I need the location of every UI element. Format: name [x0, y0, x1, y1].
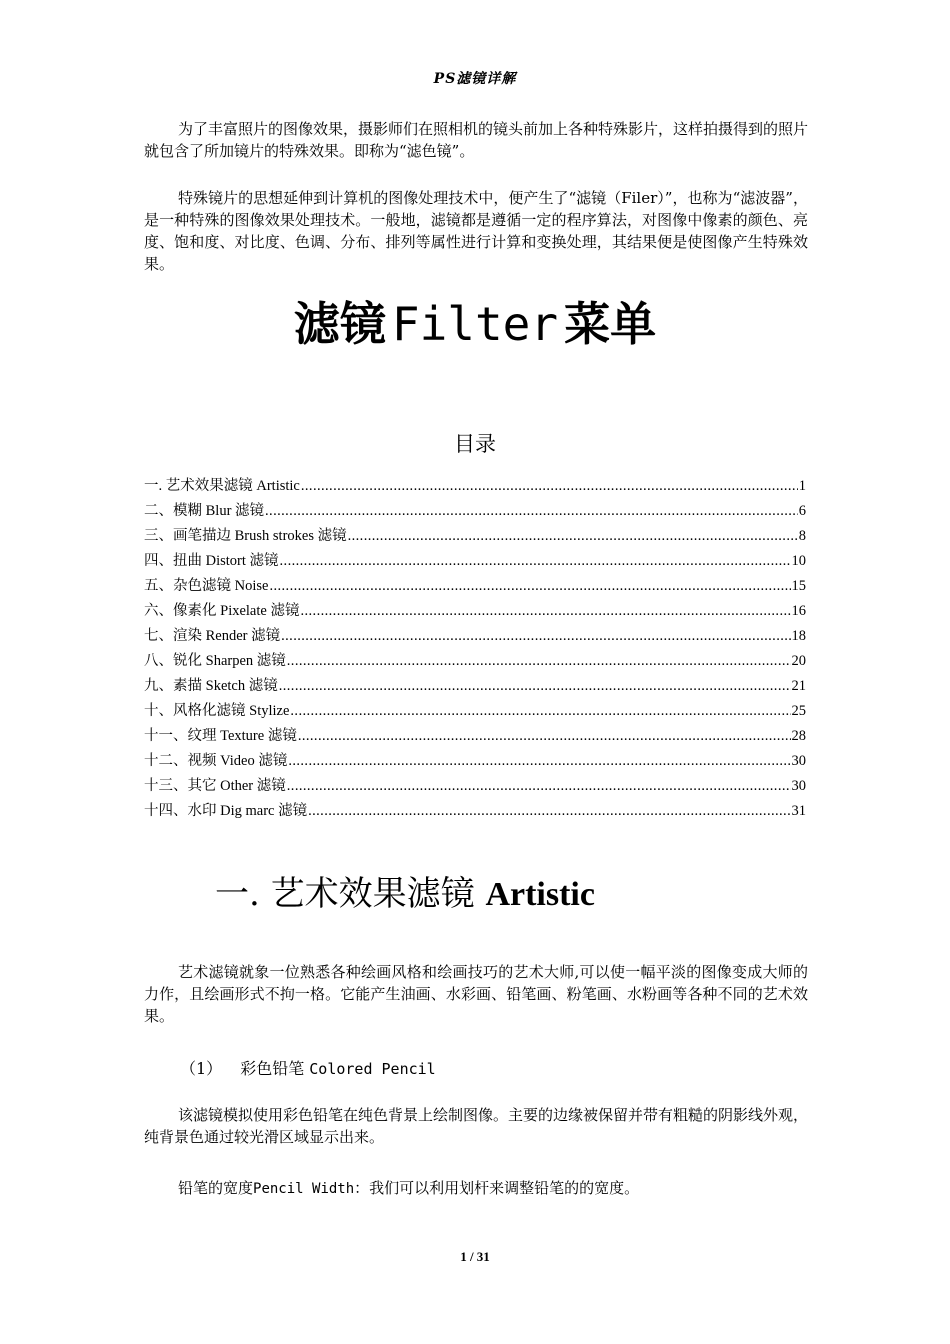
toc-entry[interactable] [144, 774, 806, 799]
toc-entry-page: 8 [798, 528, 806, 544]
toc-entry-title: 一. 艺术效果滤镜 Artistic [144, 478, 300, 494]
toc-leader [287, 653, 791, 670]
toc-entry[interactable] [144, 499, 806, 524]
toc-entry-title: 三、画笔描边 Brush strokes 滤镜 [144, 528, 347, 544]
toc-entry[interactable] [144, 699, 806, 724]
toc-entry-page: 18 [791, 628, 806, 644]
toc-entry-page: 30 [791, 778, 806, 794]
toc-entry[interactable] [144, 674, 806, 699]
toc-entry-page: 16 [791, 603, 806, 619]
toc-entry[interactable] [144, 599, 806, 624]
section-title-cn: 一. 艺术效果滤镜 [215, 874, 486, 914]
toc-entry-title: 七、渲染 Render 滤镜 [144, 628, 281, 644]
intro-paragraph-2: 特殊镜片的思想延伸到计算机的图像处理技术中，便产生了“滤镜（Filer）”，也称为“滤波器”，是一种特殊的图像效果处理技术。一般地，滤镜都是遵循一定的程序算法，对图像中像素的颜色、亮度、饱和度、对比度、色调、分布、排列等属性进行计算和变换处理，其结果便是使图像产生特殊效果。 [144, 189, 808, 273]
toc-entry-page: 6 [798, 503, 806, 519]
toc-leader [281, 628, 790, 645]
toc-leader [288, 753, 790, 770]
toc-leader [269, 578, 790, 595]
section-paragraph-2: 该滤镜模拟使用彩色铅笔在纯色背景上绘制图像。主要的边缘被保留并带有粗糙的阴影线外观，纯背景色通过较光滑区域显示出来。 [144, 1106, 809, 1146]
toc-entry[interactable] [144, 524, 806, 549]
toc-entry[interactable] [144, 724, 806, 749]
toc-entry-page: 20 [791, 653, 806, 669]
toc-entry-title: 十、风格化滤镜 Stylize [144, 703, 290, 719]
section-title [215, 866, 595, 915]
main-title [0, 288, 950, 354]
page-header: PS滤镜详解 [433, 71, 517, 87]
toc-entry-title: 四、扭曲 Distort 滤镜 [144, 553, 279, 569]
toc-entry-page: 1 [798, 478, 806, 494]
toc-entry[interactable] [144, 799, 806, 824]
toc-entry-title: 十三、其它 Other 滤镜 [144, 778, 286, 794]
toc-leader [301, 478, 798, 495]
toc-entry[interactable] [144, 649, 806, 674]
toc-entry-page: 25 [791, 703, 806, 719]
toc-entry-page: 21 [791, 678, 806, 694]
subsection-title-en: Colored Pencil [309, 1060, 436, 1078]
toc-entry-title: 六、像素化 Pixelate 滤镜 [144, 603, 300, 619]
section-paragraph-1: 艺术滤镜就象一位熟悉各种绘画风格和绘画技巧的艺术大师,可以使一幅平淡的图像变成大师的力作，且绘画形式不拘一格。它能产生油画、水彩画、铅笔画、粉笔画、水粉画等各种不同的艺术效果。 [144, 963, 808, 1025]
toc-entry-title: 十二、视频 Video 滤镜 [144, 753, 288, 769]
param-name-cn: 铅笔的宽度 [178, 1179, 254, 1197]
param-name-en: Pencil Width [253, 1181, 355, 1197]
toc-entry-page: 30 [791, 753, 806, 769]
page-number: 1 / 31 [460, 1249, 490, 1264]
subsection-number: （1） [180, 1059, 223, 1078]
toc-leader [279, 678, 791, 695]
toc-entry[interactable] [144, 574, 806, 599]
toc-leader [280, 553, 791, 570]
toc-entry[interactable] [144, 549, 806, 574]
toc-leader [308, 803, 790, 820]
table-of-contents [144, 474, 806, 824]
toc-heading: 目录 [454, 432, 496, 456]
toc-entry-title: 八、锐化 Sharpen 滤镜 [144, 653, 286, 669]
toc-entry-title: 二、模糊 Blur 滤镜 [144, 503, 265, 519]
toc-entry-title: 九、素描 Sketch 滤镜 [144, 678, 278, 694]
toc-entry-page: 10 [791, 553, 806, 569]
intro-paragraph-1: 为了丰富照片的图像效果，摄影师们在照相机的镜头前加上各种特殊影片，这样拍摄得到的照片就包含了所加镜片的特殊效果。即称为“滤色镜”。 [144, 120, 809, 160]
main-title-en: Filter [391, 297, 559, 351]
param-description: ：我们可以利用划杆来调整铅笔的的宽度。 [354, 1179, 640, 1197]
toc-leader [300, 603, 790, 620]
toc-entry[interactable] [144, 624, 806, 649]
toc-leader [265, 503, 798, 520]
section-title-en: Artistic [485, 876, 595, 913]
main-title-cn-2: 菜单 [564, 297, 657, 351]
main-title-cn-1: 滤镜 [293, 297, 386, 351]
toc-entry[interactable] [144, 749, 806, 774]
toc-leader [348, 528, 798, 545]
toc-entry-title: 十四、水印 Dig marc 滤镜 [144, 803, 308, 819]
toc-leader [298, 728, 791, 745]
toc-entry-title: 十一、纹理 Texture 滤镜 [144, 728, 297, 744]
toc-entry-page: 28 [791, 728, 806, 744]
toc-leader [287, 778, 791, 795]
subsection-title-cn: 彩色铅笔 [240, 1059, 310, 1078]
toc-leader [290, 703, 790, 720]
section-paragraph-3 [144, 1177, 808, 1200]
toc-entry-page: 31 [791, 803, 806, 819]
toc-entry[interactable] [144, 474, 806, 499]
subsection-heading [180, 1056, 436, 1079]
toc-entry-page: 15 [791, 578, 806, 594]
toc-entry-title: 五、杂色滤镜 Noise [144, 578, 269, 594]
